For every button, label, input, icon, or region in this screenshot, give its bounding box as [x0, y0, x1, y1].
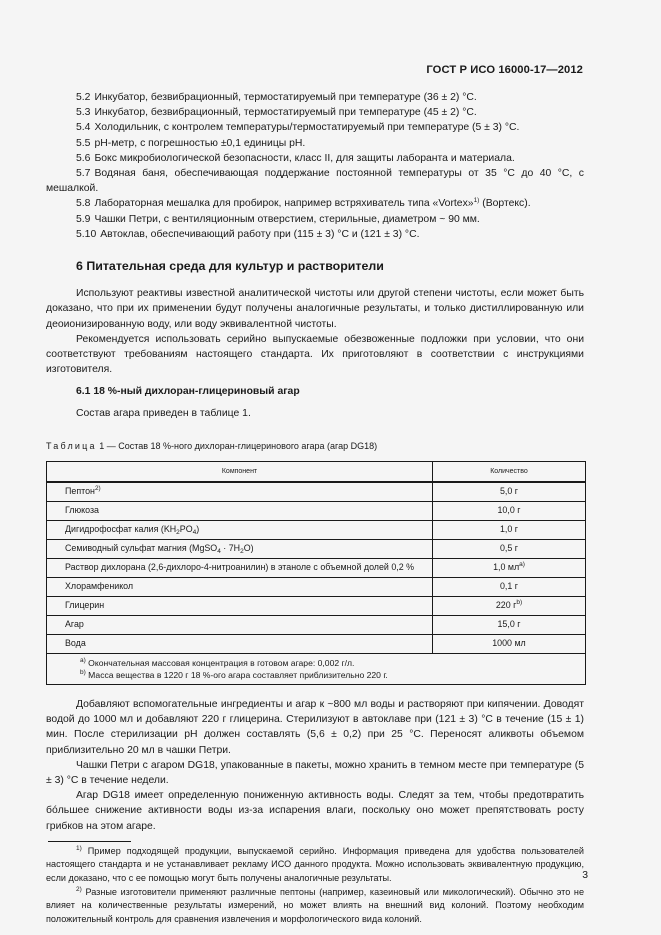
footnote-divider [48, 841, 131, 842]
table-note: $^{а)}$ Окончательная массовая концентрация в готовом агаре: 0,002 г/л. [80, 657, 355, 669]
list-item: 5.3 Инкубатор, безвибрационный, термостатируемый при температуре (45 ± 2) °С. [76, 107, 477, 119]
list-item: 5.8 Лабораторная мешалка для пробирок, например встряхиватель типа «Vortex»$^{1)}$ (Вортекс). [76, 197, 531, 210]
page-content [46, 90, 584, 926]
table-row: Глицерин 220 $г^{b)}$ [47, 597, 586, 616]
subsection-title: 6.1 18 %-ный дихлоран-глицериновый агар [76, 386, 300, 398]
footnote-ref: а) [519, 561, 525, 569]
paragraph: Чашки Петри с агаром DG18, упакованные в пакеты, можно хранить в темном месте при температуре (5 ± 3) °С в течение недели. [46, 759, 584, 787]
footnote-ref: 1) [473, 197, 480, 205]
table-row: Глюкоза 10,0 г [47, 502, 586, 521]
list-item: 5.6 Бокс микробиологической безопасности, класс II, для защиты лаборанта и материала. [76, 152, 515, 164]
table-row: Агар 15,0 г [47, 616, 586, 635]
page-number: 3 [582, 870, 588, 881]
paragraph: Агар DG18 имеет определенную пониженную активность воды. Следят за тем, чтобы предотвратить бóльшее снижение активности воды из-за испарения влаги, поскольку оно может препятствовать росту грибков на этом агаре. [46, 790, 584, 832]
standard-header: ГОСТ Р ИСО 16000-17—2012 [426, 64, 583, 76]
table-row: Раствор дихлорана (2,6-дихлоро-4-нитроанилин) в этаноле с объемной долей 0,2 % 1,0 $мл^{а)}$ [47, 559, 586, 578]
column-header-quantity: Количество [433, 462, 586, 483]
table-row: Дигидрофосфат калия $(KH_2PO_4)$ 1,0 г [47, 521, 586, 540]
paragraph: Рекомендуется использовать серийно выпускаемые обезвоженные подложки при условии, что они соответствуют требованиям настоящего стандарта. Их приготовляют в соответствии с инструкциями изготовителя. [46, 333, 584, 376]
footnote-ref: 2) [94, 485, 101, 493]
paragraph: Добавляют вспомогательные ингредиенты и агар к ~800 мл воды и растворяют при кипячении. Доводят водой до 1000 мл и добавляют 220 г глицерина. Стерилизуют в автоклаве при (121 ± 3) °С в течение (15 ± 1) мин. После стерилизации pH должен составлять (5,6 ± 0,2) при 25 °С. Переносят аликвоты объемом приблизительно 20 мл в чашки Петри. [46, 699, 584, 756]
preparation-text [46, 697, 584, 834]
table-header-row [47, 462, 586, 483]
list-item: 5.2 Инкубатор, безвибрационный, термостатируемый при температуре (36 ± 2) °С. [76, 92, 477, 103]
table-row: Хлорамфеникол 0,1 г [47, 578, 586, 597]
column-header-component: Компонент [47, 462, 433, 483]
paragraph: Используют реактивы известной аналитической чистоты или другой степени чистоты, если может быть доказано, что при их применении будут получены аналогичные результаты, и только дистиллированную или деоионизированную воду, или воду эквивалентной чистоты. [46, 288, 584, 330]
list-item: 5.4 Холодильник, с контролем температуры/термостатируемый при температуре (5 ± 3) °С. [76, 122, 520, 134]
table-note: $^{b)}$ Масса вещества в 1220 г 18 %-ого агара составляет приблизительно 220 г. [80, 669, 388, 681]
footnote: $^{1)}$ Пример подходящей продукции, выпускаемой серийно. Информация приведена для удобства пользователей настоящего стандарта и не устанавливает рекламу ИСО данного продукта. Можно использовать эквивалентную продукцию, если доказано, что с ее помощью могут быть получены аналогичные результаты. [46, 844, 584, 884]
list-item: 5.9 Чашки Петри, с вентиляционным отверстием, стерильные, диаметром ~ 90 мм. [76, 213, 480, 225]
footnotes [46, 845, 584, 927]
composition-table [46, 461, 586, 685]
footnote: $^{2)}$ Разные изготовители применяют различные пептоны (например, казеиновый или микологический). Обычно это не влияет на количественные результаты измерений, но может влиять на внешний вид колоний. Поэтому необходим положительный контроль для сравнения извлечения и морфологического вида колоний. [46, 885, 584, 924]
footnote-ref: b) [516, 599, 523, 607]
table-row: Вода 1000 мл [47, 635, 586, 654]
list-item: 5.7 Водяная баня, обеспечивающая поддержание постоянной температуры от 35 °С до 40 °С, с мешалкой. [46, 168, 584, 195]
table-notes-row [47, 654, 586, 685]
table-caption: Таблица 1 — Состав 18 %-ного дихлоран-глицеринового агара (агар DG18) [46, 440, 378, 451]
section-title: 6 Питательная среда для культур и растворители [76, 259, 384, 274]
paragraph: Состав агара приведен в таблице 1. [76, 407, 251, 419]
equipment-list [46, 90, 584, 242]
table-row: Пептон$^{2)}$ 5,0 г [47, 482, 586, 502]
table-row: Семиводный сульфат магния (MgSO$_4$ · $7H_2O$) 0,5 г [47, 540, 586, 559]
list-item: 5.5 pH-метр, с погрешностью ±0,1 единицы pH. [76, 137, 306, 149]
list-item: 5.10 Автоклав, обеспечивающий работу при (115 ± 3) °С и (121 ± 3) °С. [76, 228, 420, 240]
